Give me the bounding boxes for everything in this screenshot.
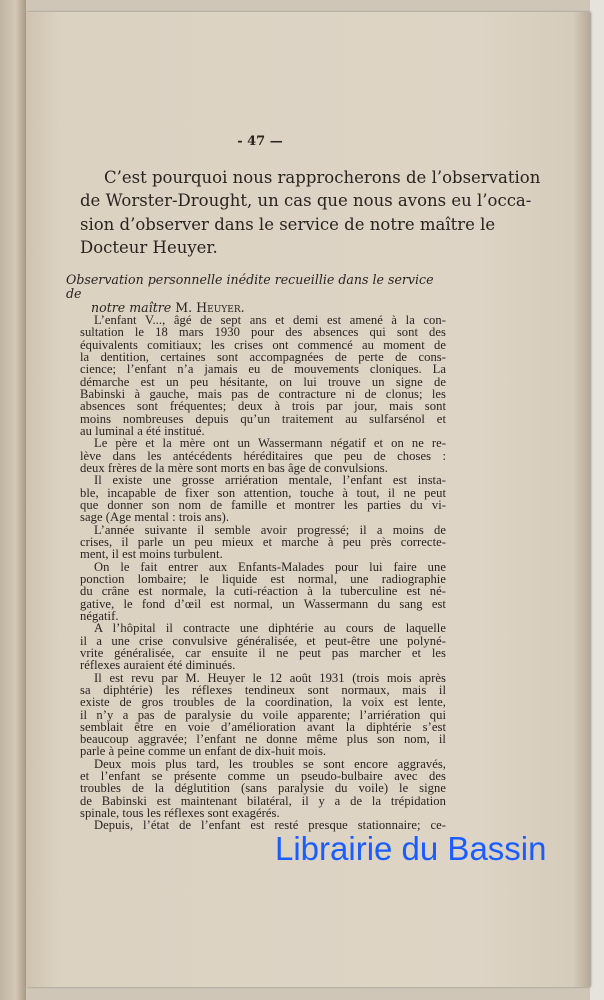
text-line: que donner son nom de famille et montrer les parties du vi- bbox=[80, 497, 446, 512]
text-line: lève dans les antécédents héréditaires que peu de choses : bbox=[80, 448, 446, 463]
text-line: C’est pourquoi nous rapprocherons de l’observation bbox=[104, 168, 541, 187]
text-line: sa diphtérie) les réflexes tendineux sont normaux, mais il bbox=[80, 682, 446, 697]
text-line: de Worster-Drought, un cas que nous avons eu l’occa- bbox=[80, 191, 532, 211]
text-line: démarche est un peu hésitante, on lui trouve un signe de bbox=[80, 374, 446, 389]
text-line: ble, incapable de fixer son attention, touche à tout, il ne peut bbox=[80, 485, 446, 500]
text-line: sion d’observer dans le service de notre maître le bbox=[80, 214, 496, 234]
text-line: moins nombreuses depuis qu’un traitement au sulfarsénol et bbox=[80, 411, 446, 426]
text-line: ment, il est moins turbulent. bbox=[80, 547, 223, 562]
text-line: réflexes auraient été diminués. bbox=[80, 658, 236, 673]
text-line: parle à peine comme un enfant de dix-huit mois. bbox=[80, 744, 327, 759]
heading-line: notre maître bbox=[91, 300, 172, 315]
text-line: spinale, tous les réflexes sont exagérés. bbox=[80, 806, 280, 821]
text-line: Il existe une grosse arriération mentale, l’enfant est insta- bbox=[94, 473, 446, 488]
text-line: A l’hôpital il contracte une diphtérie au cours de laquelle bbox=[94, 621, 446, 636]
text-line: Deux mois plus tard, les troubles se sont encore aggravés, bbox=[94, 756, 446, 771]
text-line: L’année suivante il semble avoir progressé; il a moins de bbox=[94, 522, 446, 537]
text-line: Il est revu par M. Heuyer le 12 août 1931 (trois mois après bbox=[94, 670, 446, 685]
text-line: Le père et la mère ont un Wassermann négatif et on ne re- bbox=[94, 436, 446, 451]
text-line: Babinski à gauche, mais pas de contracture ni de clonus; les bbox=[80, 386, 446, 401]
text-line: troubles de la déglutition (sans paralysie du voile) le signe bbox=[80, 781, 446, 796]
observation-body bbox=[80, 314, 446, 832]
section-heading bbox=[66, 273, 446, 315]
text-line: ponction lombaire; le liquide est normal, une radiographie bbox=[80, 571, 446, 586]
text-line: existe de gros troubles de la coordination, la voix est lente, bbox=[80, 695, 446, 710]
text-line: crises, il parle un peu mieux et marche à peu près correcte- bbox=[80, 534, 446, 549]
heading-line: Observation personnelle inédite recueillie dans le service de bbox=[66, 272, 434, 301]
text-line: la dentition, certaines sont accompagnées de perte de cons- bbox=[80, 349, 446, 364]
watermark: Librairie du Bassin bbox=[275, 830, 547, 867]
text-line: du crâne est normale, la cuti-réaction à la tuberculine est né- bbox=[80, 584, 446, 599]
text-line: négatif. bbox=[80, 608, 119, 623]
text-line: On le fait entrer aux Enfants-Malades pour lui faire une bbox=[94, 559, 446, 574]
intro-paragraph bbox=[80, 166, 541, 259]
text-line: sage (Age mental : trois ans). bbox=[80, 510, 230, 525]
text-line: et l’enfant se présente comme un pseudo-bulbaire avec des bbox=[80, 769, 446, 784]
heading-name: M. Heuyer. bbox=[175, 300, 245, 315]
text-line: cience; l’enfant n’a jamais eu de mouvements cloniques. La bbox=[80, 362, 446, 377]
text-line: semblait être en voie d’amélioration avant la diphtérie s’est bbox=[80, 719, 446, 734]
text-line: au luminal a été institué. bbox=[80, 423, 205, 438]
text-line: Depuis, l’état de l’enfant est resté presque stationnaire; ce- bbox=[94, 818, 446, 833]
text-line: il n’y a pas de paralysie du voile apparente; l’arriération qui bbox=[80, 707, 446, 722]
text-line: il a une crise convulsive généralisée, et peut-être une polyné- bbox=[80, 633, 446, 648]
text-line: gative, le fond d’œil est normal, un Wassermann du sang est bbox=[80, 596, 446, 611]
page-number: - 47 — bbox=[237, 134, 283, 149]
text-line: Docteur Heuyer. bbox=[80, 237, 218, 257]
text-line: absences sont fréquentes; deux à trois par jour, mais sont bbox=[80, 399, 446, 414]
adjacent-page-edge bbox=[0, 0, 26, 1000]
background bbox=[590, 0, 604, 1000]
text-line: équivalents comitiaux; les crises ont commencé au moment de bbox=[80, 337, 446, 352]
text-line: vrite généralisée, car ensuite il ne peut pas marcher et les bbox=[80, 645, 446, 660]
text-line: deux frères de la mère sont morts en bas âge de convulsions. bbox=[80, 460, 388, 475]
text-line: de Babinski est maintenant bilatéral, il y a de la trépidation bbox=[80, 793, 446, 808]
text-line: sultation le 18 mars 1930 pour des absences qui sont des bbox=[80, 325, 446, 340]
text-line: L’enfant V..., âgé de sept ans et demi est amené à la con- bbox=[94, 313, 446, 327]
text-line: beaucoup aggravée; l’enfant ne donne même plus son nom, il bbox=[80, 732, 446, 747]
